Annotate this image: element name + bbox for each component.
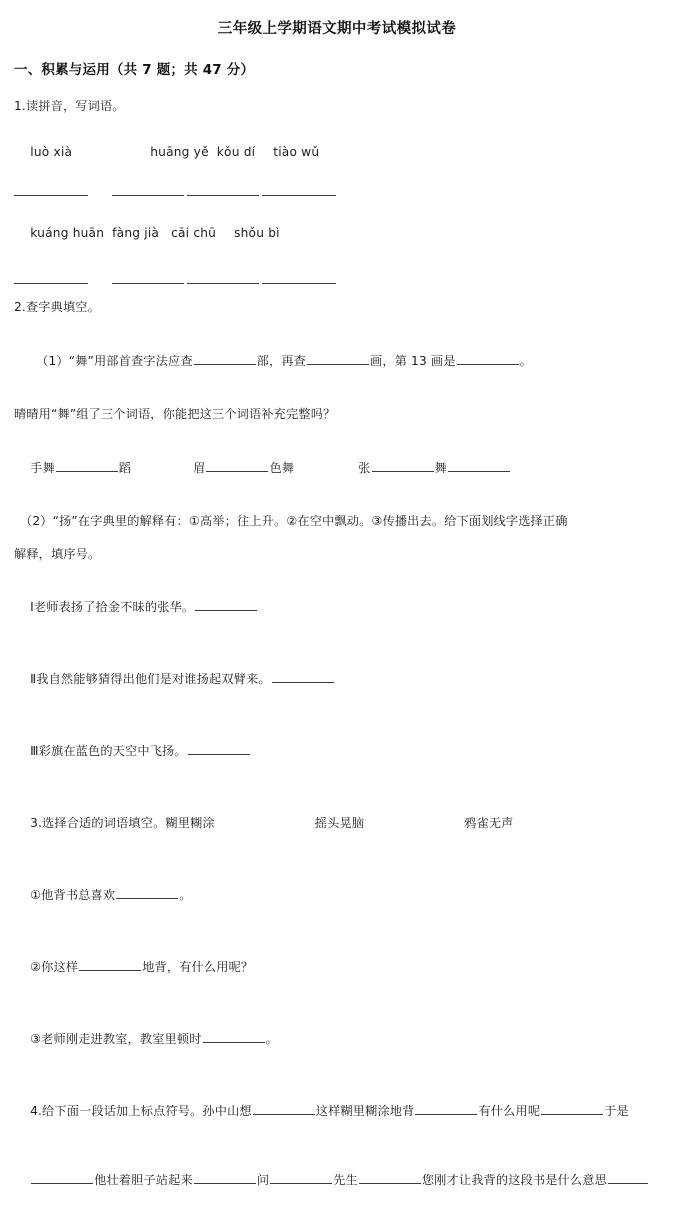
- answer-blank[interactable]: [112, 184, 184, 196]
- word-2-prefix: 眉: [193, 460, 206, 475]
- question-2-sentence-2: [14, 652, 660, 707]
- pinyin-word-1: luò xià: [30, 145, 73, 160]
- answer-blank[interactable]: [194, 352, 256, 365]
- q2-part1-text-c: 画，第 13 画是: [370, 353, 456, 368]
- q4-line2-text-c: 先生: [333, 1173, 358, 1188]
- question-3-item-3: [14, 1011, 660, 1066]
- question-2-part1: [20, 333, 660, 388]
- q3-option-3: 鸦雀无声: [464, 815, 514, 830]
- q4-line2-text-b: 问: [256, 1173, 270, 1188]
- q3-option-2: 摇头晃脑: [314, 815, 365, 830]
- pinyin-row-1: [14, 131, 660, 173]
- q4-line1-text-c: 有什么用呢: [478, 1103, 541, 1118]
- q3-item2-text-a: ②你这样: [30, 959, 79, 974]
- answer-blanks-row-2: [14, 270, 660, 284]
- pinyin-word-7: cāi chū: [171, 226, 217, 241]
- question-3-item-1: [14, 868, 660, 923]
- sentence-3-text: Ⅲ彩旗在蓝色的天空中飞扬。: [30, 744, 187, 759]
- answer-blank[interactable]: [307, 352, 369, 365]
- question-2-word-blanks: [14, 441, 660, 496]
- question-1-stem: 1.读拼音，写词语。: [14, 98, 125, 113]
- sentence-2-text: Ⅱ我自然能够猜得出他们是对谁扬起双臂来。: [30, 672, 271, 687]
- answer-blank[interactable]: [457, 352, 519, 365]
- answer-blank[interactable]: [195, 598, 257, 611]
- question-2-stem: 2.查字典填空。: [14, 300, 100, 315]
- word-2-suffix: 色舞: [269, 460, 295, 475]
- answer-blank[interactable]: [31, 1171, 93, 1184]
- q3-item1-text-b: 。: [179, 887, 192, 902]
- pinyin-word-4: tiào wǔ: [273, 145, 320, 160]
- answer-blank[interactable]: [14, 184, 88, 196]
- question-2-part2-line2: 解释，填序号。: [14, 546, 101, 561]
- answer-blank[interactable]: [270, 1171, 332, 1184]
- pinyin-word-5: kuáng huān: [30, 226, 105, 241]
- answer-blank[interactable]: [262, 272, 336, 284]
- q2-part1-text-b: 部，再查: [256, 353, 307, 368]
- answer-blank[interactable]: [372, 459, 434, 472]
- q3-item1-text-a: ①他背书总喜欢: [30, 887, 116, 902]
- answer-blank[interactable]: [272, 670, 334, 683]
- answer-blank[interactable]: [56, 459, 118, 472]
- pinyin-row-2: [14, 212, 660, 254]
- answer-blank[interactable]: [194, 1171, 256, 1184]
- q4-line2-text-a: 他壮着胆子站起来: [94, 1173, 193, 1188]
- q2-part1-text-a: （1）“舞”用部首查字法应查: [36, 353, 193, 368]
- q4-line1-text-a: 4.给下面一段话加上标点符号。孙中山想: [30, 1103, 252, 1118]
- answer-blank[interactable]: [253, 1102, 315, 1115]
- answer-blank[interactable]: [203, 1030, 265, 1043]
- answer-blank[interactable]: [116, 886, 178, 899]
- question-3-stem-row: [14, 796, 660, 851]
- pinyin-word-2: huāng yě: [150, 145, 209, 160]
- q3-item3-text-a: ③老师刚走进教室，教室里顿时: [30, 1031, 202, 1046]
- answer-blank[interactable]: [187, 184, 259, 196]
- question-2-sentence-1: [14, 580, 660, 635]
- q3-item3-text-b: 。: [265, 1031, 278, 1046]
- answer-blank[interactable]: [448, 459, 510, 472]
- word-1-suffix: 蹈: [118, 460, 132, 475]
- question-3-stem: 3.选择合适的词语填空。: [30, 815, 166, 830]
- sentence-1-text: Ⅰ老师表扬了拾金不昧的张华。: [30, 600, 195, 615]
- question-3-item-2: [14, 939, 660, 994]
- q2-part1-text-d: 。: [519, 353, 532, 368]
- pinyin-word-6: fàng jià: [112, 226, 160, 241]
- answer-blank[interactable]: [14, 272, 88, 284]
- answer-blank[interactable]: [359, 1171, 421, 1184]
- section-heading: 一、积累与运用（共 7 题；共 47 分）: [14, 61, 255, 78]
- answer-blank[interactable]: [112, 272, 184, 284]
- word-3-suffix: 舞: [434, 460, 447, 475]
- question-4-line-1: [14, 1083, 660, 1138]
- q4-line1-text-d: 于是: [604, 1103, 629, 1118]
- q3-item2-text-b: 地背，有什么用呢？: [142, 959, 254, 974]
- answer-blank[interactable]: [206, 459, 268, 472]
- word-1-prefix: 手舞: [30, 460, 55, 475]
- answer-blank[interactable]: [79, 958, 141, 971]
- page-title: 三年级上学期语文期中考试模拟试卷: [217, 21, 457, 37]
- answer-blanks-row-1: [14, 182, 660, 196]
- word-3-prefix: 张: [358, 460, 371, 475]
- answer-blank[interactable]: [188, 742, 250, 755]
- answer-blank[interactable]: [262, 184, 336, 196]
- question-4-line-2: [14, 1153, 660, 1208]
- pinyin-word-8: shǒu bì: [234, 226, 280, 241]
- answer-blank[interactable]: [541, 1102, 603, 1115]
- answer-blank[interactable]: [608, 1171, 648, 1184]
- question-2-prompt: 晴晴用“舞”组了三个词语，你能把这三个词语补充完整吗？: [14, 407, 336, 422]
- q4-line2-text-d: 您刚才让我背的这段书是什么意思: [421, 1173, 607, 1188]
- answer-blank[interactable]: [415, 1102, 477, 1115]
- exam-paper-page: [0, 20, 674, 1188]
- question-2-part2-line1: （2）“扬”在字典里的解释有：①高举；往上升。②在空中飘动。③传播出去。给下面划线字选择正确: [20, 514, 568, 529]
- pinyin-word-3: kǒu dí: [216, 145, 256, 160]
- answer-blank[interactable]: [187, 272, 259, 284]
- q4-line1-text-b: 这样糊里糊涂地背: [315, 1103, 415, 1118]
- q3-option-1: 糊里糊涂: [165, 815, 215, 830]
- question-2-sentence-3: [14, 724, 660, 779]
